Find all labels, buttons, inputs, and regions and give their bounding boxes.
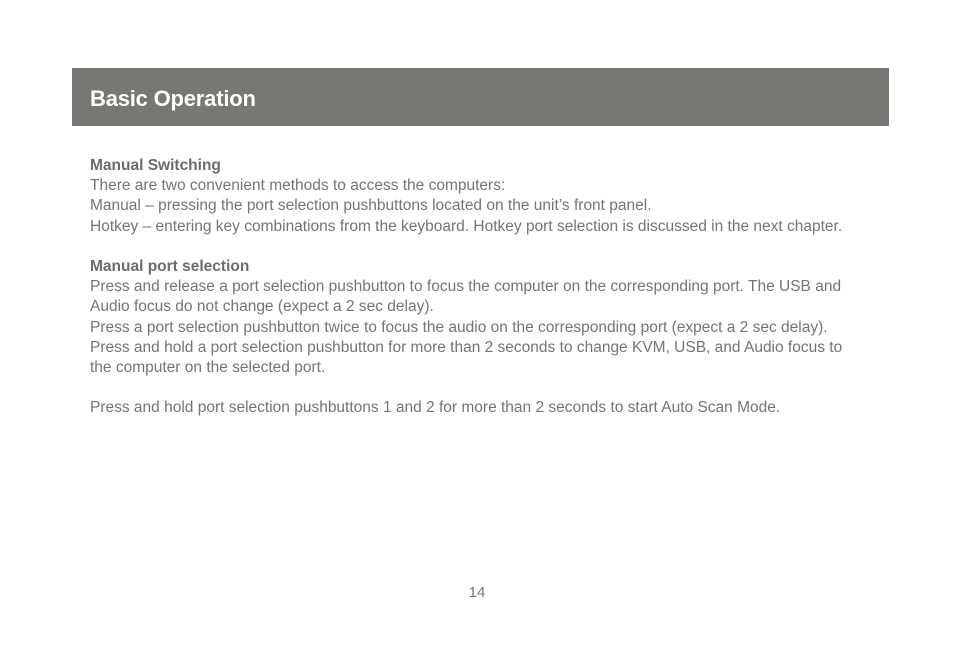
paragraph: Press and hold a port selection pushbutton for more than 2 seconds to change KVM, USB, and Audio focus to the computer on the selected port. bbox=[90, 338, 843, 377]
section-heading: Manual port selection bbox=[90, 258, 250, 275]
document-body bbox=[90, 156, 865, 439]
paragraph: Hotkey – entering key combinations from the keyboard. Hotkey port selection is discussed in the next chapter. bbox=[90, 217, 843, 235]
page-number: 14 bbox=[468, 584, 486, 601]
paragraph: Press and release a port selection pushbutton to focus the computer on the corresponding port. The USB and Audio focus do not change (expect a 2 sec delay). bbox=[90, 278, 842, 316]
paragraph: Press and hold port selection pushbuttons 1 and 2 for more than 2 seconds to start Auto Scan Mode. bbox=[90, 399, 781, 417]
section-manual-port-selection bbox=[90, 257, 865, 378]
section-heading: Manual Switching bbox=[90, 157, 221, 174]
paragraph: Manual – pressing the port selection pushbuttons located on the unit’s front panel. bbox=[90, 197, 652, 215]
section-auto-scan bbox=[90, 398, 865, 418]
section-header-bar bbox=[72, 68, 889, 126]
page-title: Basic Operation bbox=[90, 86, 256, 111]
section-manual-switching bbox=[90, 156, 865, 237]
paragraph: Press a port selection pushbutton twice to focus the audio on the corresponding port (expect a 2 sec delay). bbox=[90, 318, 828, 336]
paragraph: There are two convenient methods to access the computers: bbox=[90, 177, 506, 195]
